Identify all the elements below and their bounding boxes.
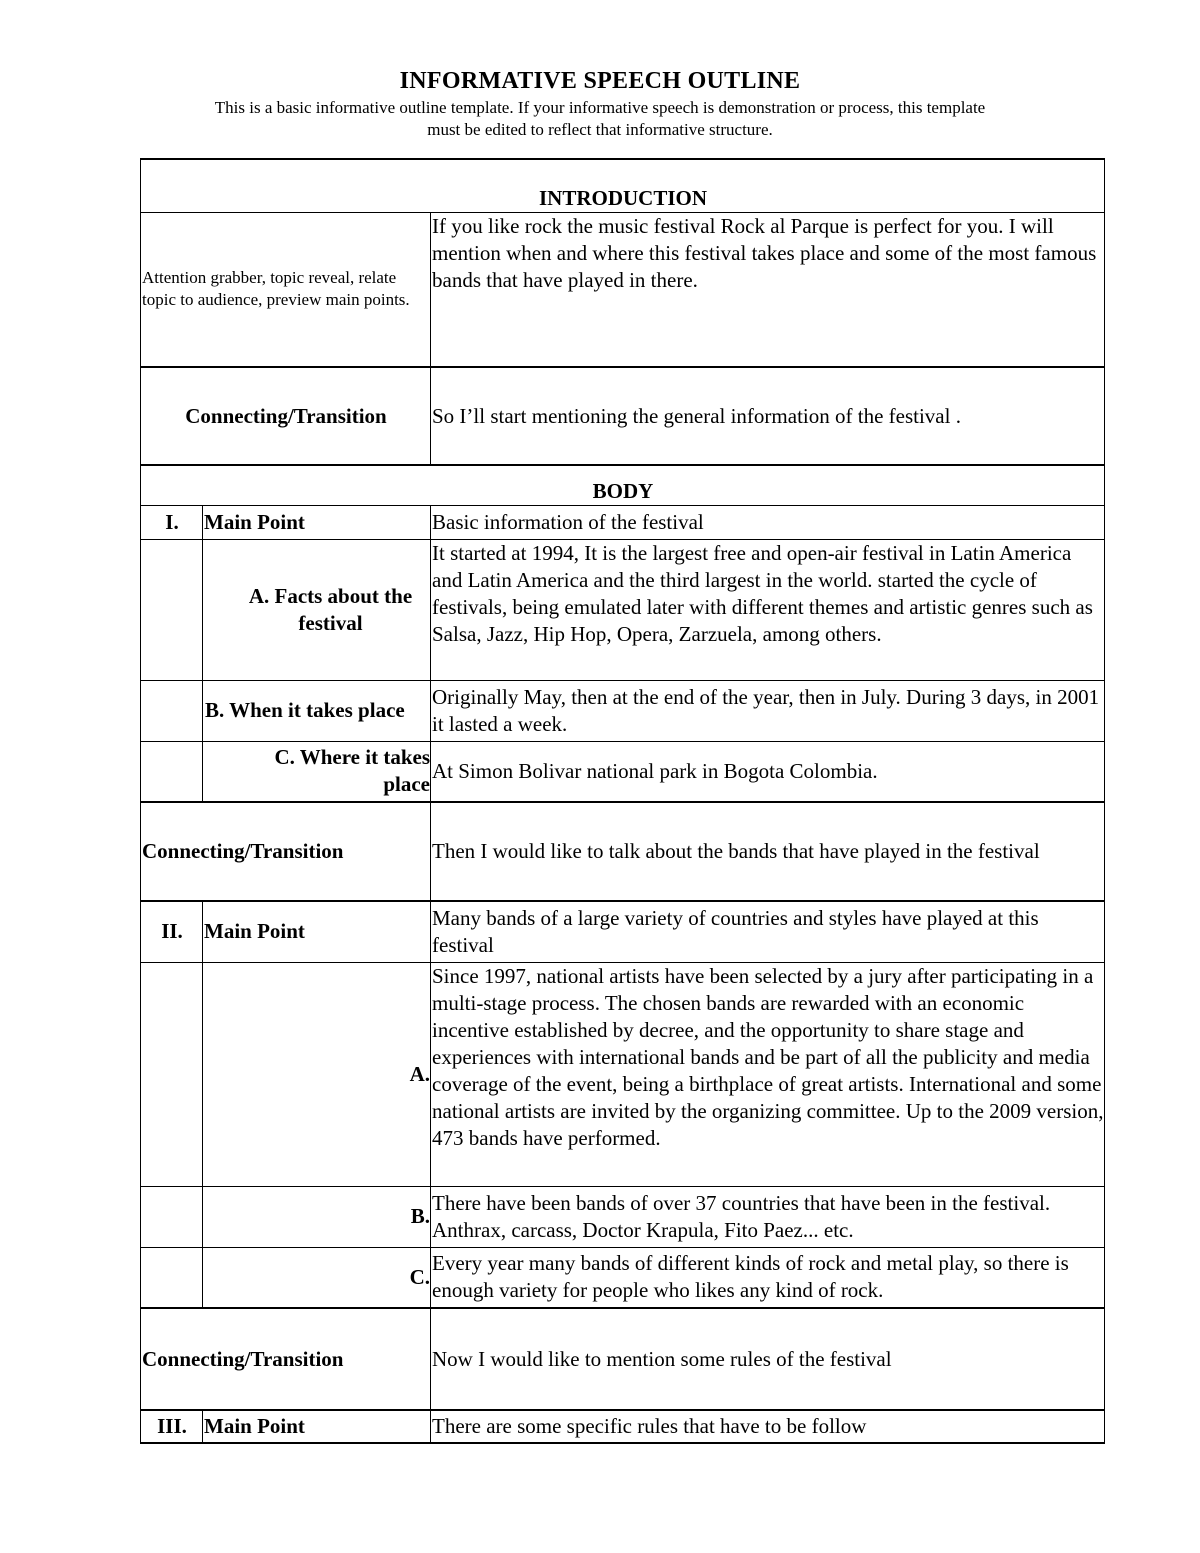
sub-point-spacer (141, 962, 203, 1186)
sub-point-row (141, 741, 1105, 802)
sub-point-label: B. When it takes place (203, 680, 431, 741)
intro-transition-label: Connecting/Transition (141, 367, 431, 465)
body-transition-text: Now I would like to mention some rules of the festival (431, 1308, 1105, 1410)
sub-point-row (141, 1186, 1105, 1247)
sub-point-text: Originally May, then at the end of the year, then in July. During 3 days, in 2001 it lasted a week. (431, 680, 1105, 741)
intro-transition-row (141, 367, 1105, 465)
body-transition-label: Connecting/Transition (141, 802, 431, 901)
sub-point-row (141, 962, 1105, 1186)
main-point-row (141, 901, 1105, 962)
sub-point-text: Every year many bands of different kinds of rock and metal play, so there is enough variety for people who likes any kind of rock. (431, 1247, 1105, 1308)
body-transition-row (141, 1308, 1105, 1410)
introduction-heading-row (141, 159, 1105, 212)
sub-point-row (141, 1247, 1105, 1308)
main-point-numeral: I. (141, 505, 203, 539)
main-point-row (141, 505, 1105, 539)
main-point-text: Basic information of the festival (431, 505, 1105, 539)
body-transition-label: Connecting/Transition (141, 1308, 431, 1410)
introduction-row (141, 212, 1105, 367)
sub-point-text: Since 1997, national artists have been selected by a jury after participating in a multi-stage process. The chosen bands are rewarded with an economic incentive established by decree, and the opportunity to share stage and experiences with international bands and be part of all the publicity and media coverage of the event, being a birthplace of great artists. International and some national artists are invited by the organizing committee. Up to the 2009 version, 473 bands have performed. (431, 962, 1105, 1186)
sub-point-label: C. Where it takes place (203, 741, 431, 802)
template-instructions (140, 97, 1060, 141)
main-point-label: Main Point (203, 505, 431, 539)
main-point-text: Many bands of a large variety of countries and styles have played at this festival (431, 901, 1105, 962)
body-heading-row (141, 465, 1105, 505)
sub-point-spacer (141, 680, 203, 741)
instructions-line-2: must be edited to reflect that informative structure. (427, 120, 773, 139)
main-point-label: Main Point (203, 1410, 431, 1443)
sub-point-row (141, 680, 1105, 741)
sub-point-label: C. (203, 1247, 431, 1308)
sub-point-label: A. (203, 962, 431, 1186)
introduction-text: If you like rock the music festival Rock al Parque is perfect for you. I will mention when and where this festival takes place and some of the most famous bands that have played in there. (431, 212, 1105, 367)
sub-point-text: At Simon Bolivar national park in Bogota Colombia. (431, 741, 1105, 802)
page-title: INFORMATIVE SPEECH OUTLINE (399, 68, 801, 94)
main-point-label: Main Point (203, 901, 431, 962)
sub-point-row (141, 539, 1105, 680)
body-heading: BODY (141, 465, 1105, 505)
intro-transition-text: So I’ll start mentioning the general information of the festival . (431, 367, 1105, 465)
sub-point-spacer (141, 1247, 203, 1308)
sub-point-text: It started at 1994, It is the largest free and open-air festival in Latin America and Latin America and the third largest in the world. started the cycle of festivals, being emulated later with different themes and artistic genres such as Salsa, Jazz, Hip Hop, Opera, Zarzuela, among others. (431, 539, 1105, 680)
body-transition-text: Then I would like to talk about the bands that have played in the festival (431, 802, 1105, 901)
sub-point-label: B. (203, 1186, 431, 1247)
main-point-text: There are some specific rules that have to be follow (431, 1410, 1105, 1443)
main-point-numeral: II. (141, 901, 203, 962)
instructions-line-1: This is a basic informative outline template. If your informative speech is demonstration or process, this template (214, 98, 986, 117)
main-point-row (141, 1410, 1105, 1443)
main-point-numeral: III. (141, 1410, 203, 1443)
sub-point-spacer (141, 539, 203, 680)
introduction-label: Attention grabber, topic reveal, relate topic to audience, preview main points. (141, 212, 431, 367)
sub-point-text: There have been bands of over 37 countries that have been in the festival. Anthrax, carcass, Doctor Krapula, Fito Paez... etc. (431, 1186, 1105, 1247)
sub-point-spacer (141, 741, 203, 802)
sub-point-spacer (141, 1186, 203, 1247)
introduction-heading: INTRODUCTION (141, 159, 1105, 212)
outline-table (140, 158, 1105, 1444)
body-transition-row (141, 802, 1105, 901)
sub-point-label: A. Facts about the festival (203, 539, 431, 680)
